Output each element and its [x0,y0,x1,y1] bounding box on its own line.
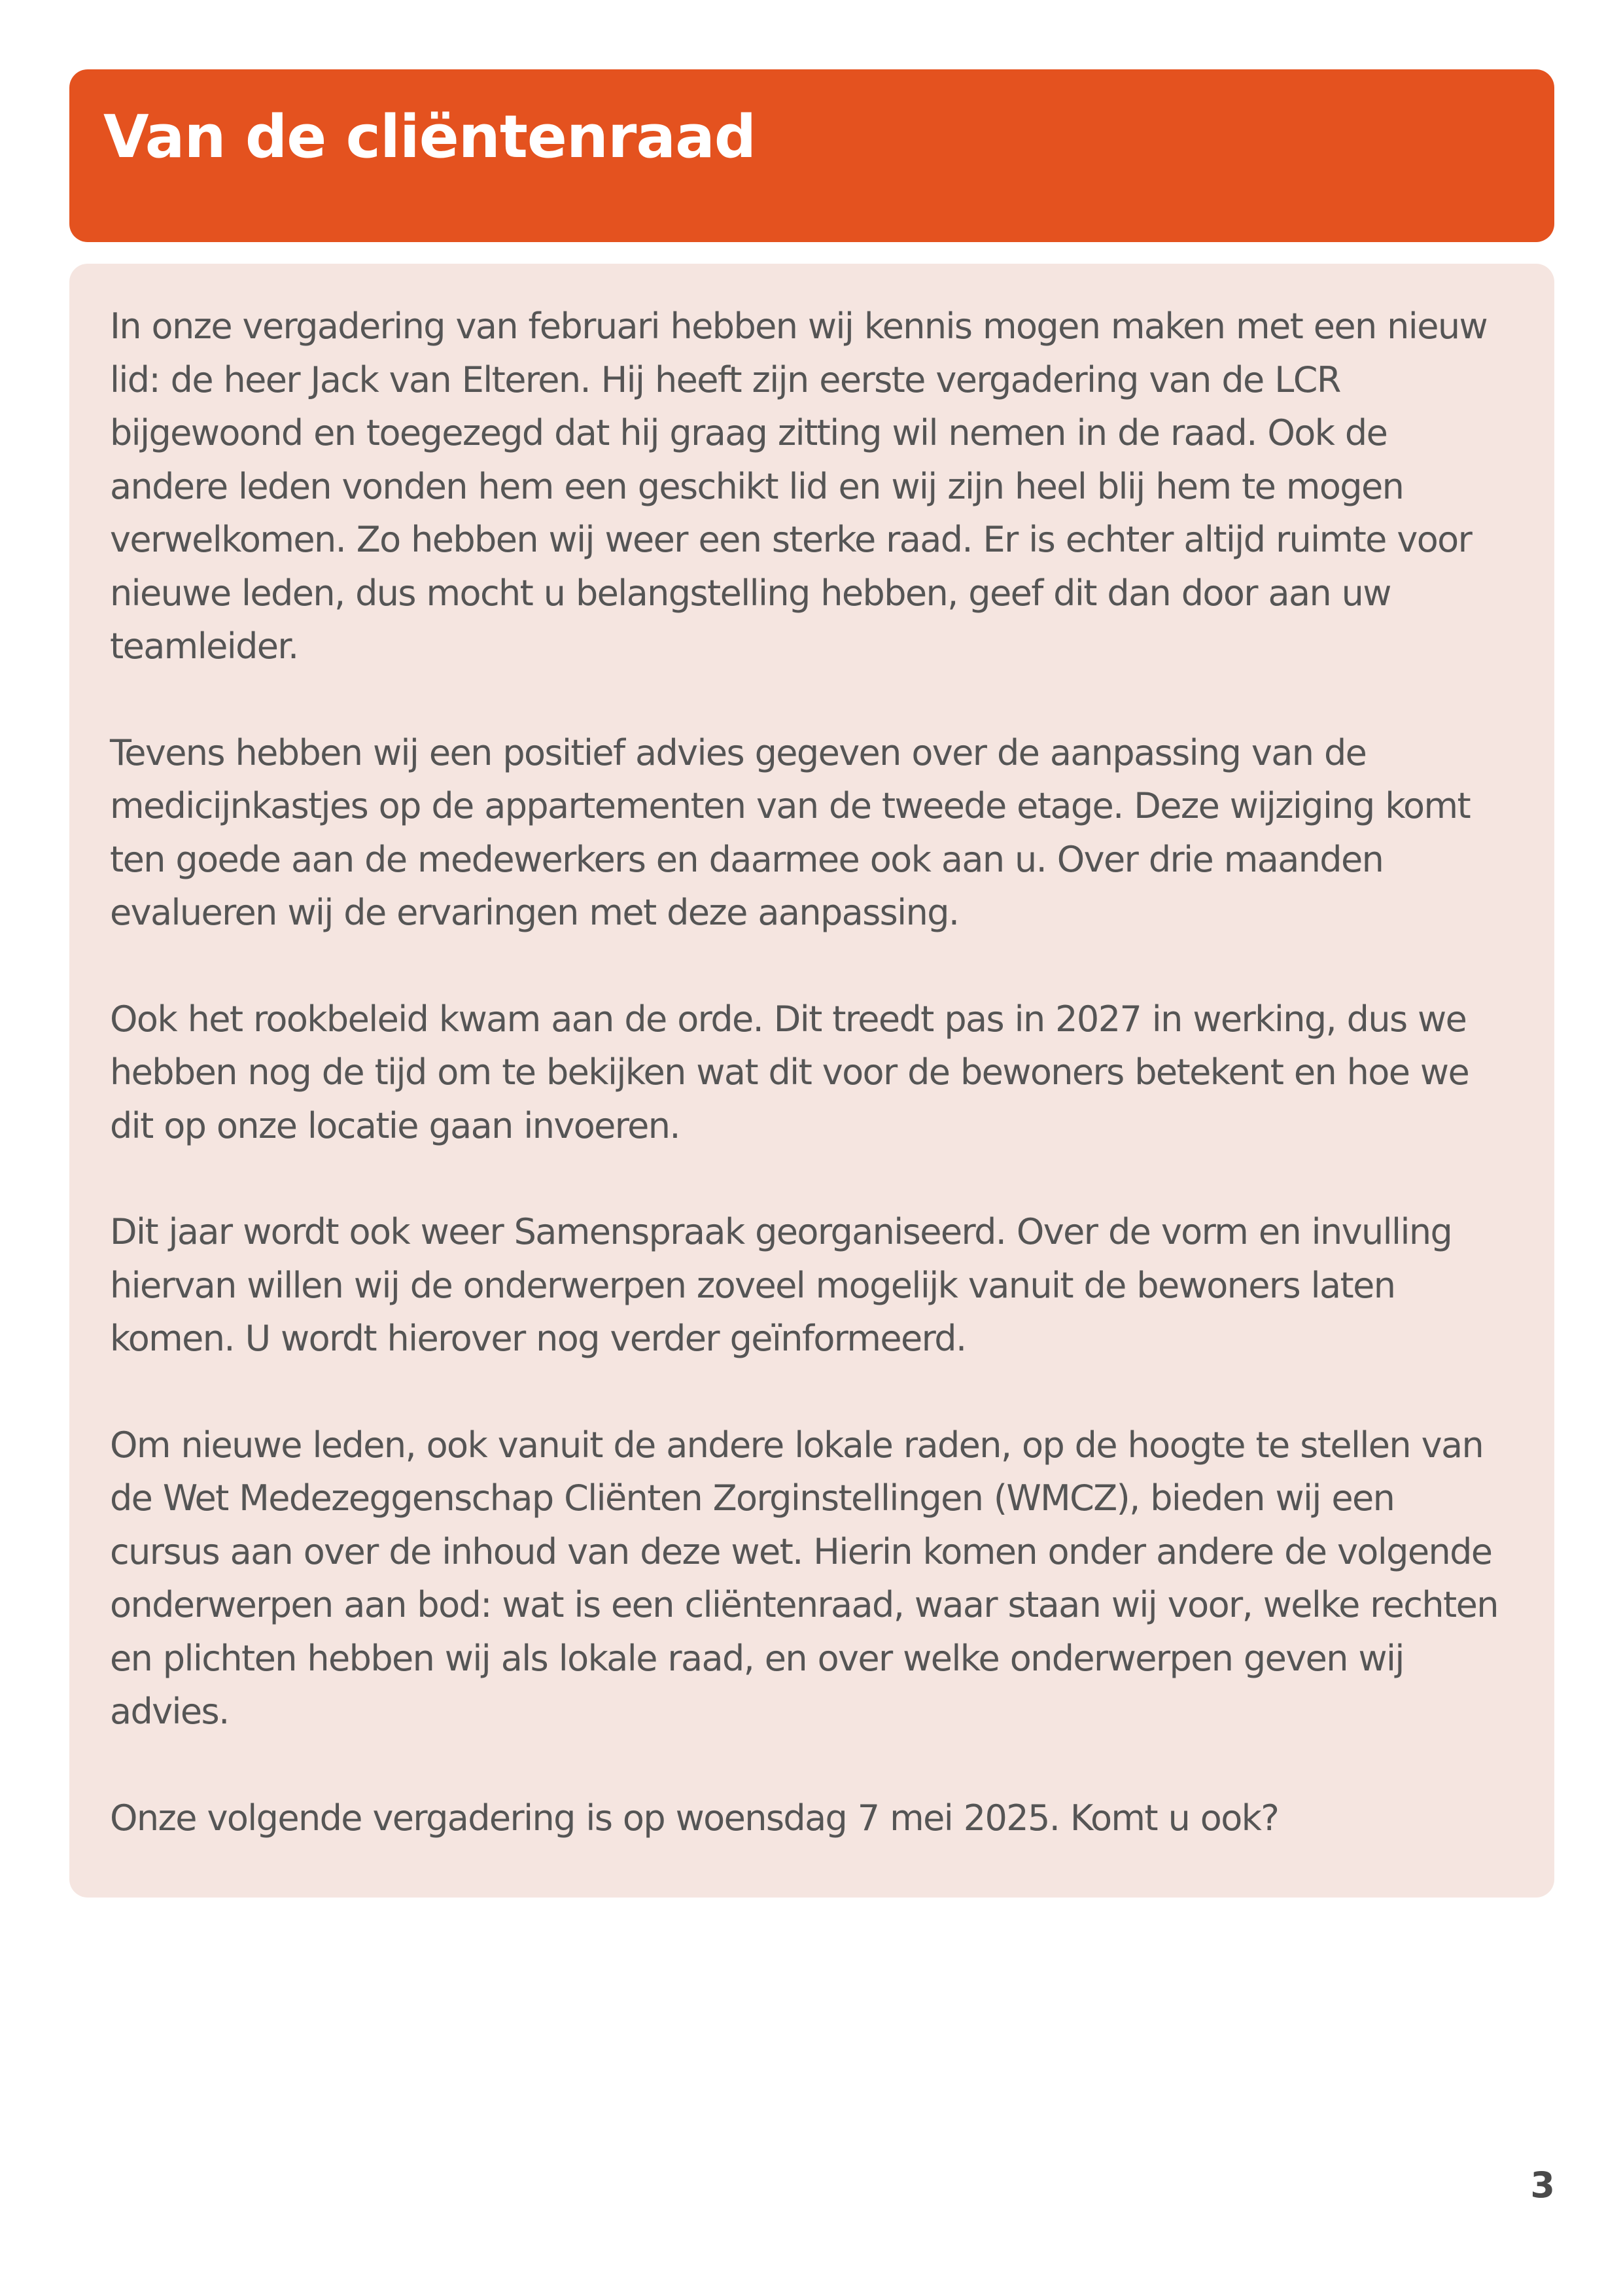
page-number: 3 [1530,2164,1555,2206]
paragraph-samenspraak: Dit jaar wordt ook weer Samenspraak georganiseerd. Over de vorm en invulling hiervan willen wij de onderwerpen zoveel mogelijk vanuit de bewoners laten komen. U wordt hierover nog verder geïnformeerd. [110,1211,1452,1359]
paragraph-smoking-policy: Ook het rookbeleid kwam aan de orde. Dit treedt pas in 2027 in werking, dus we hebben nog de tijd om te bekijken wat dit voor de bewoners betekent en hoe we dit op onze locatie gaan invoeren. [110,998,1469,1146]
article-panel [69,264,1554,1898]
paragraph-next-meeting: Onze volgende vergadering is op woensdag 7 mei 2025. Komt u ook? [110,1797,1279,1839]
paragraph-wmcz-course: Om nieuwe leden, ook vanuit de andere lokale raden, op de hoogte te stellen van de Wet Medezeggenschap Cliënten Zorginstellingen (WMCZ), bieden wij een cursus aan over de inhoud van deze wet. Hierin komen onder andere de volgende onderwerpen aan bod: wat is een cliëntenraad, waar staan wij voor, welke rechten en plichten hebben wij als lokale raad, en over welke onderwerpen geven wij advies. [110,1424,1498,1732]
page-title: Van de cliëntenraad [103,103,756,171]
paragraph-medicine-cabinets: Tevens hebben wij een positief advies gegeven over de aanpassing van de medicijnkastjes op de appartementen van de tweede etage. Deze wijziging komt ten goede aan de medewerkers en daarmee ook aan u. Over drie maanden evalueren wij de ervaringen met deze aanpassing. [110,732,1471,933]
header-banner [69,69,1554,242]
paragraph-new-member: In onze vergadering van februari hebben wij kennis mogen maken met een nieuw lid: de heer Jack van Elteren. Hij heeft zijn eerste vergadering van de LCR bijgewoond en toegezegd dat hij graag zitting wil nemen in de raad. Ook de andere leden vonden hem een geschikt lid en wij zijn heel blij hem te mogen verwelkomen. Zo hebben wij weer een sterke raad. Er is echter altijd ruimte voor nieuwe leden, dus mocht u belangstelling hebben, geef dit dan door aan uw teamleider. [110,306,1488,667]
